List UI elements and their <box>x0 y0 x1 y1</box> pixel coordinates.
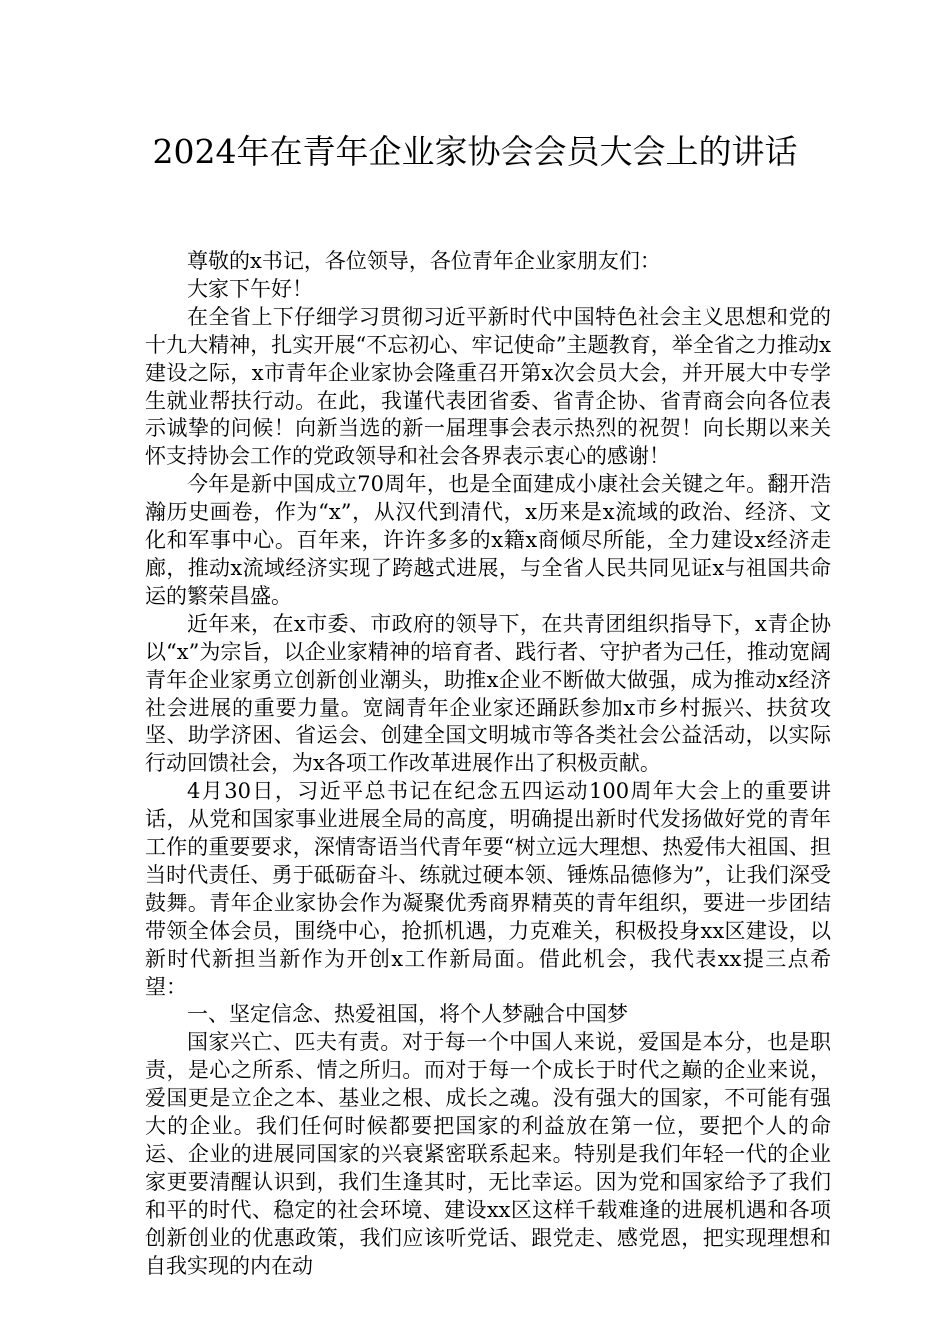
section-heading: 一、坚定信念、热爱祖国，将个人梦融合中国梦 <box>187 1002 628 1027</box>
body-paragraph: 近年来，在x市委、市政府的领导下，在共青团组织指导下，x青企协以“x”为宗旨，以企业家精神的培育者、践行者、守护者为己任，推动宽阔青年企业家勇立创新创业潮头，助推x企业不断做大做强，成为推动x经济社会进展的重要力量。宽阔青年企业家还踊跃参加x市乡村振兴、扶贫攻坚、助学济困、省运会、创建全国文明城市等各类社会公益活动，以实际行动回馈社会，为x各项工作改革进展作出了积极贡献。 <box>145 611 831 776</box>
salutation: 尊敬的x书记，各位领导，各位青年企业家朋友们： <box>187 249 661 273</box>
body-paragraph: 今年是新中国成立70周年，也是全面建成小康社会关键之年。翻开浩瀚历史画卷，作为“x”，从汉代到清代，x历来是x流域的政治、经济、文化和军事中心。百年来，许许多多的x籍x商倾尽所能，全力建设x经济走廊，推动x流域经济实现了跨越式进展，与全省人民共同见证x与祖国共命运的繁荣昌盛。 <box>145 472 831 608</box>
document-body <box>145 248 831 1281</box>
document-title: 2024年在青年企业家协会会员大会上的讲话 <box>152 132 798 171</box>
body-paragraph: 在全省上下仔细学习贯彻习近平新时代中国特色社会主义思想和党的十九大精神，扎实开展“不忘初心、牢记使命”主题教育，举全省之力推动x建设之际，x市青年企业家协会隆重召开第x次会员大会，并开展大中专学生就业帮扶行动。在此，我谨代表团省委、省青企协、省青商会向各位表示诚挚的问候！向新当选的新一届理事会表示热烈的祝贺！向长期以来关怀支持协会工作的党政领导和社会各界表示衷心的感谢！ <box>145 304 831 469</box>
body-paragraph: 4月30日，习近平总书记在纪念五四运动100周年大会上的重要讲话，从党和国家事业进展全局的高度，明确提出新时代发扬做好党的青年工作的重要要求，深情寄语当代青年要“树立远大理想、热爱伟大祖国、担当时代责任、勇于砥砺奋斗、练就过硬本领、锤炼品德修为”，让我们深受鼓舞。青年企业家协会作为凝聚优秀商界精英的青年组织，要进一步团结带领全体会员，围绕中心，抢抓机遇，力克难关，积极投身xx区建设，以新时代新担当新作为开创x工作新局面。借此机会，我代表xx提三点希望： <box>145 779 831 999</box>
greeting: 大家下午好！ <box>187 276 313 301</box>
body-paragraph: 国家兴亡、匹夫有责。对于每一个中国人来说，爱国是本分，也是职责，是心之所系、情之所归。而对于每一个成长于时代之巅的企业来说，爱国更是立企之本、基业之根、成长之魂。没有强大的国家，不可能有强大的企业。我们任何时候都要把国家的利益放在第一位，要把个人的命运、企业的进展同国家的兴衰紧密联系起来。特别是我们年轻一代的企业家更要清醒认识到，我们生逢其时，无比幸运。因为党和国家给予了我们和平的时代、稳定的社会环境、建设xx区这样千载难逢的进展机遇和各项创新创业的优惠政策，我们应该听党话、跟党走、感党恩，把实现理想和自我实现的内在动 <box>145 1030 831 1278</box>
